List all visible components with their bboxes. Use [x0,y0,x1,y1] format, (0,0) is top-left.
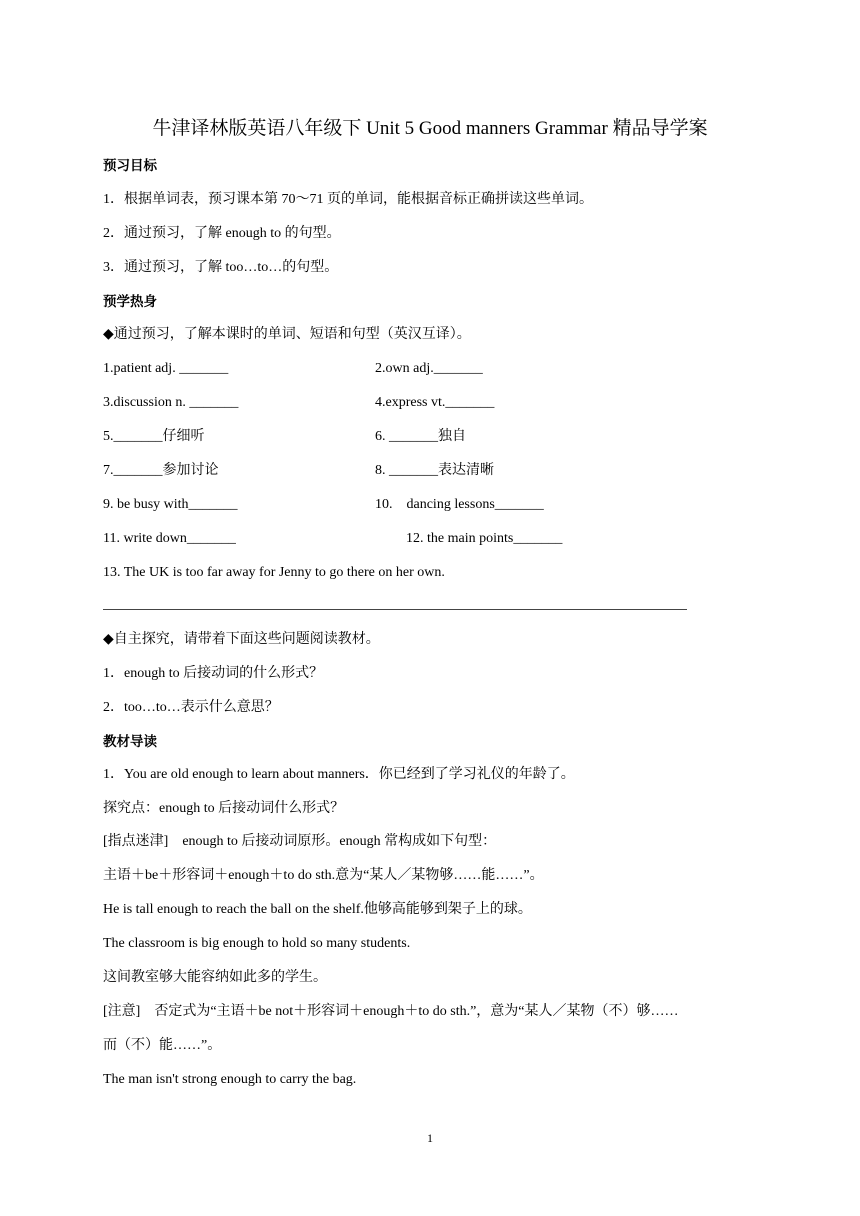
guide-line: 主语＋be＋形容词＋enough＋to do sth.意为“某人／某物够……能……”。 [103,868,544,883]
vocab-item: 12. the main points_______ [406,531,563,546]
vocab-item: 11. write down_______ [103,531,236,546]
section-heading-warmup: 预学热身 [103,294,157,310]
vocab-item: 10. dancing lessons_______ [375,497,544,512]
vocab-item: 1.patient adj. _______ [103,361,229,376]
vocab-item: 4.express vt._______ [375,395,495,410]
guide-line: 而（不）能……”。 [103,1038,222,1053]
answer-line [103,609,687,610]
question-item: 2．too…to…表示什么意思？ [103,700,279,715]
explore-instruction: ◆自主探究，请带着下面这些问题阅读教材。 [103,632,380,647]
goal-item: 3．通过预习，了解 too…to…的句型。 [103,260,339,275]
vocab-item: 8. _______表达清晰 [375,463,494,478]
translation-sentence: 13. The UK is too far away for Jenny to go there on her own. [103,565,445,580]
question-item: 1．enough to 后接动词的什么形式？ [103,666,324,681]
guide-line: He is tall enough to reach the ball on the shelf.他够高能够到架子上的球。 [103,902,532,917]
page-number: 1 [427,1131,433,1145]
guide-line: [注意] 否定式为“主语＋be not＋形容词＋enough＋to do sth.”，意为“某人／某物（不）够…… [103,1004,679,1019]
vocab-item: 9. be busy with_______ [103,497,238,512]
vocab-item: 3.discussion n. _______ [103,395,239,410]
vocab-item: 7._______参加讨论 [103,463,219,478]
guide-line: The man isn't strong enough to carry the bag. [103,1072,357,1087]
guide-line: The classroom is big enough to hold so many students. [103,936,411,951]
section-heading-goals: 预习目标 [103,158,157,174]
section-heading-guide: 教材导读 [103,734,157,750]
goal-item: 2．通过预习，了解 enough to 的句型。 [103,226,341,241]
document-title: 牛津译林版英语八年级下 Unit 5 Good manners Grammar 精品导学案 [152,118,708,139]
vocab-item: 2.own adj._______ [375,361,483,376]
goal-item: 1．根据单词表，预习课本第 70～71 页的单词，能根据音标正确拼读这些单词。 [103,192,593,207]
guide-line: 1．You are old enough to learn about manners．你已经到了学习礼仪的年龄了。 [103,767,575,782]
vocab-item: 5._______仔细听 [103,429,205,444]
guide-line: 这间教室够大能容纳如此多的学生。 [103,970,327,985]
guide-line: 探究点：enough to 后接动词什么形式？ [103,801,345,816]
warmup-instruction: ◆通过预习，了解本课时的单词、短语和句型（英汉互译）。 [103,327,471,342]
vocab-item: 6. _______独自 [375,429,466,444]
guide-line: [指点迷津] enough to 后接动词原形。enough 常构成如下句型： [103,834,497,849]
